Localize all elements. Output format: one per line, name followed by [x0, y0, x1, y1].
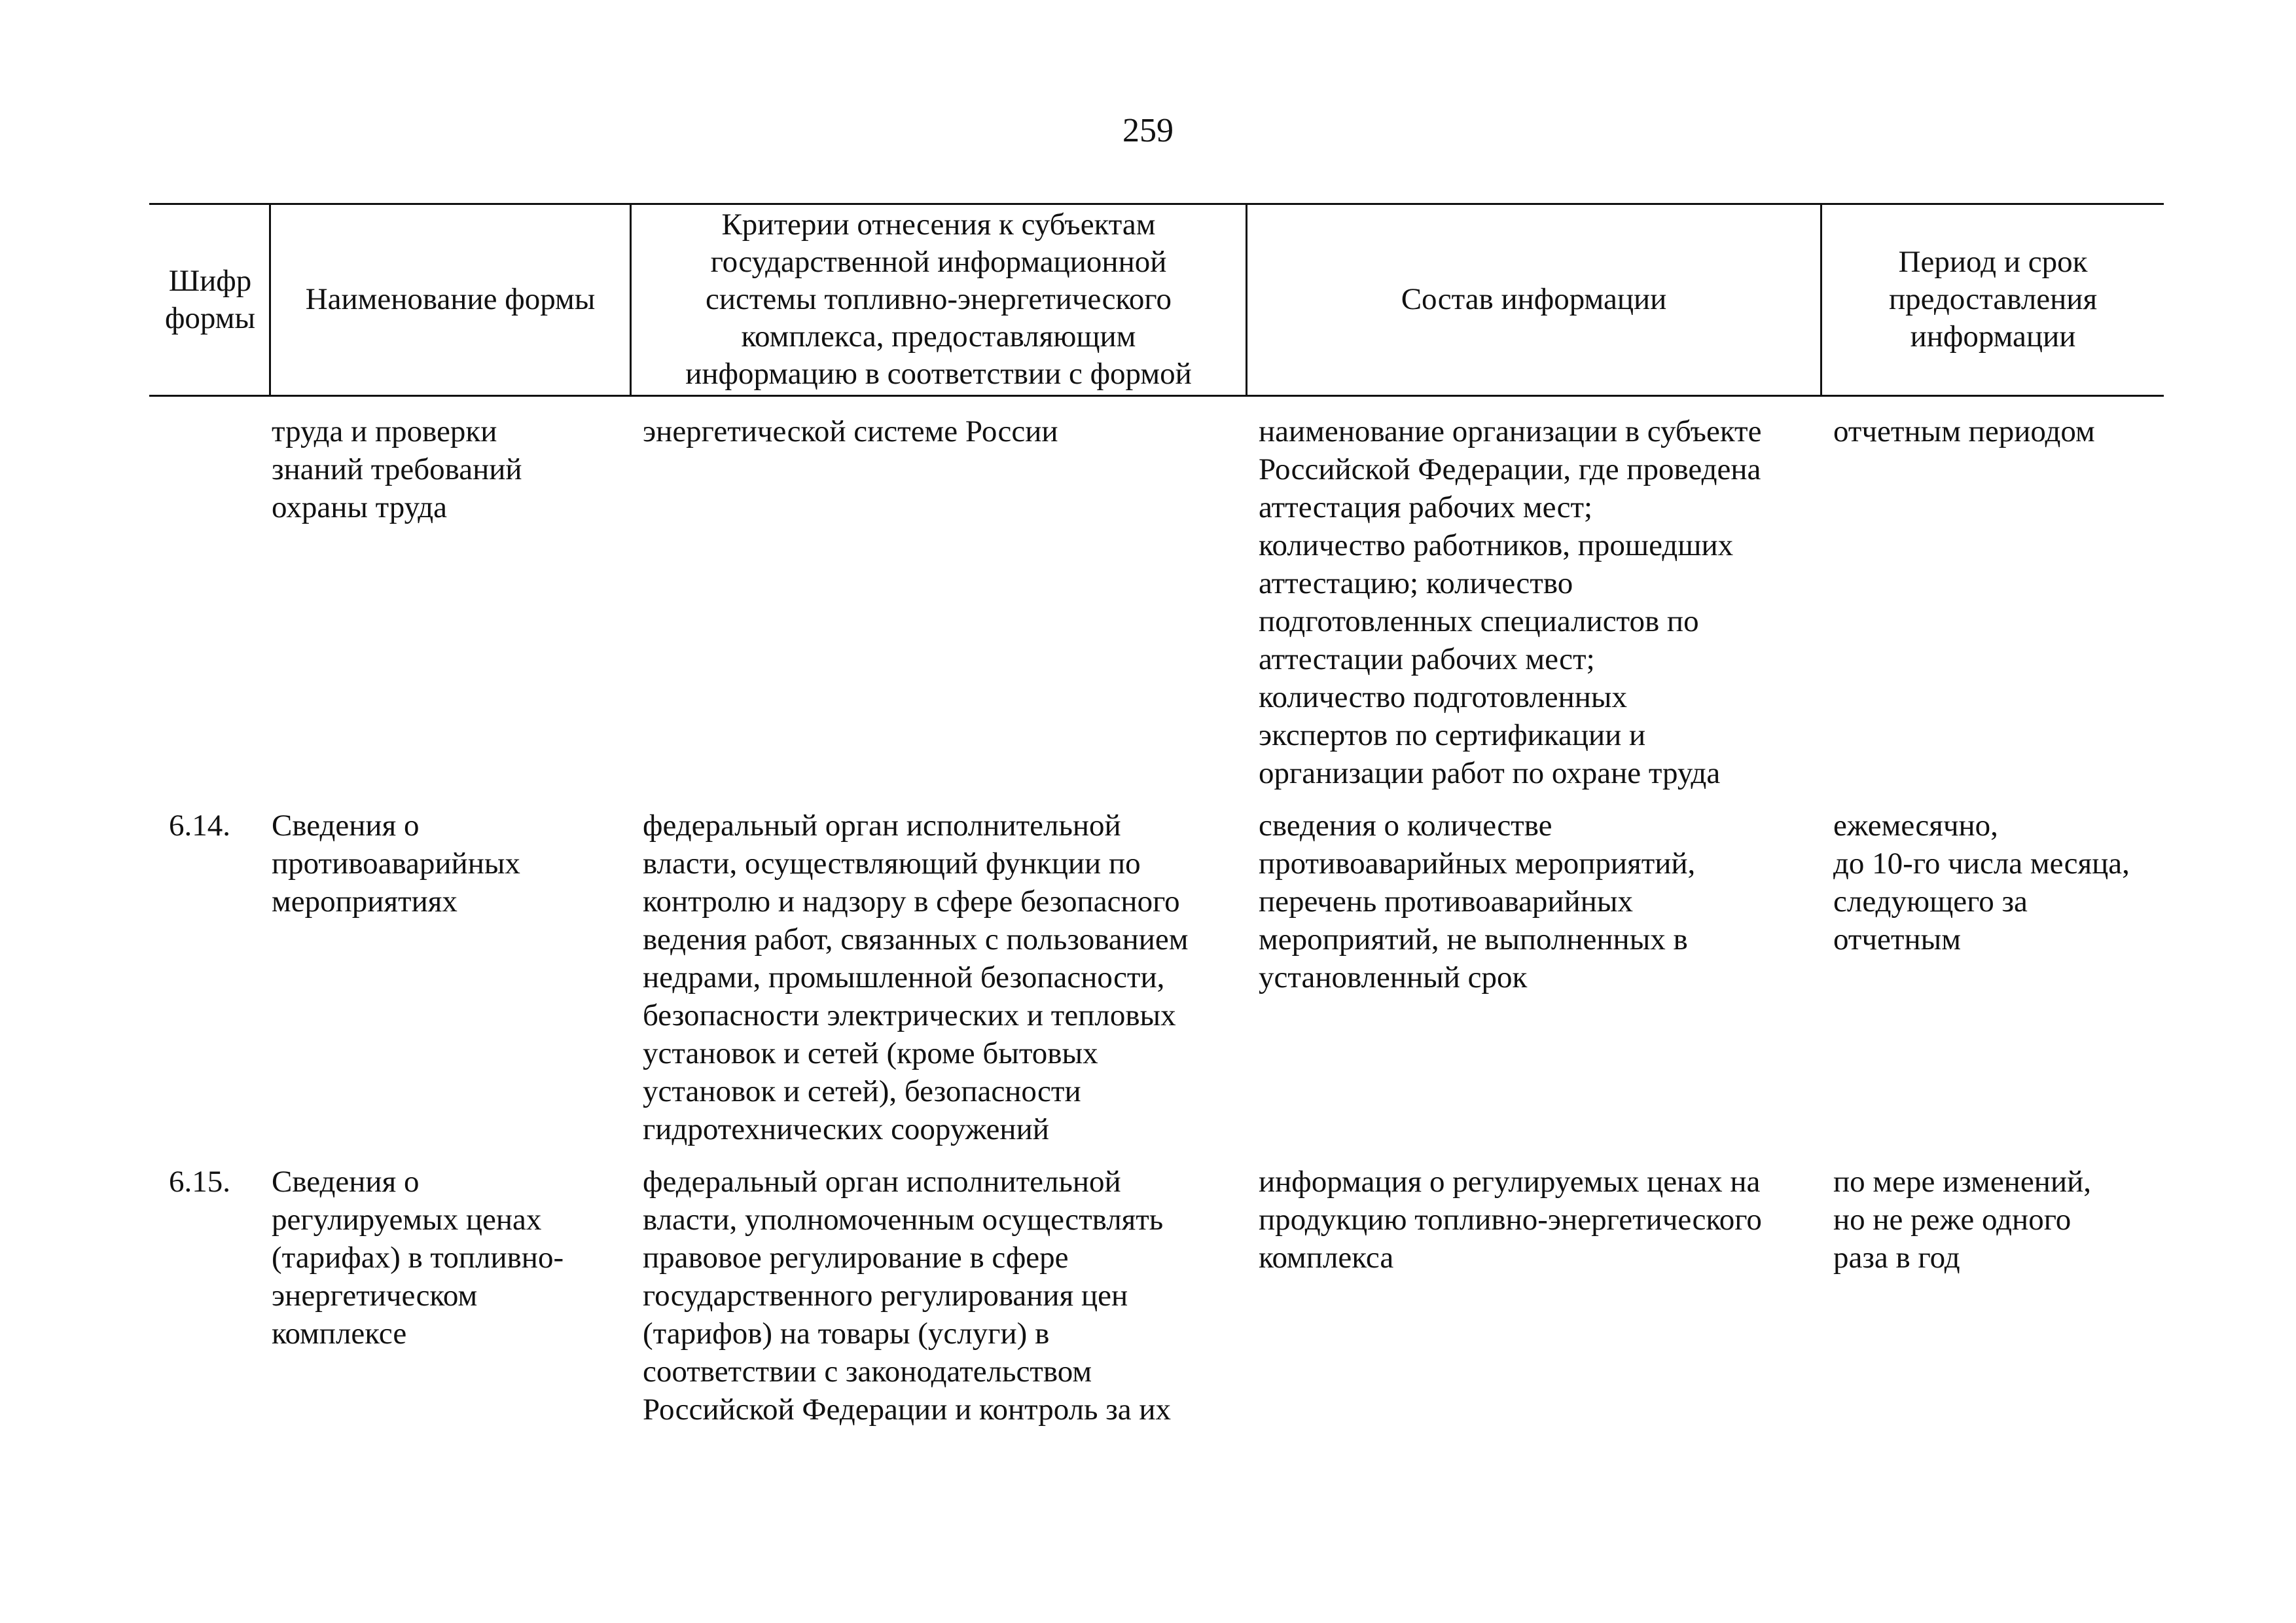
cell-composition: сведения о количестве противоаварийных мероприятий, перечень противоаварийных мероприятий, не выполненных в установленный срок [1259, 809, 1696, 994]
cell-composition: информация о регулируемых ценах на продукцию топливно-энергетического комплекса [1259, 1165, 1762, 1275]
table-body [149, 412, 2164, 1443]
cell-period: ежемесячно, до 10-го числа месяца, следующего за отчетным [1833, 809, 2130, 957]
header-bottom-rule [149, 395, 2164, 397]
cell-criteria: энергетической системе России [643, 414, 1058, 448]
cell-name: Сведения о противоаварийных мероприятиях [272, 809, 520, 919]
cell-criteria: федеральный орган исполнительной власти, осуществляющий функции по контролю и надзору в сфере безопасного ведения работ, связанных с пользованием недрами, промышленной безопасности, безопасности электрических и тепловых установок и сетей (кроме бытовых установок и сетей), безопасности гидротехнических сооружений [643, 809, 1189, 1146]
cell-name: труда и проверки знаний требований охраны труда [272, 414, 522, 524]
table-row [149, 1163, 2164, 1429]
header-criteria: Критерии отнесения к субъектам государственной информационной системы топливно-энергетического комплекса, предоставляющим информацию в соответствии с формой [685, 208, 1192, 391]
cell-criteria: федеральный орган исполнительной власти, уполномоченным осуществлять правовое регулирование в сфере государственного регулирования цен (тарифов) на товары (услуги) в соответствии с законодательством Российской Федерации и контроль за их [643, 1165, 1172, 1427]
header-name: Наименование формы [305, 282, 596, 316]
header-composition: Состав информации [1401, 282, 1667, 316]
cell-composition: наименование организации в субъекте Российской Федерации, где проведена аттестация рабочих мест; количество работников, прошедших аттестацию; количество подготовленных специалистов по аттестации рабочих мест; количество подготовленных экспертов по сертификации и организации работ по охране труда [1259, 414, 1762, 790]
cell-code: 6.14. [169, 809, 230, 843]
cell-code: 6.15. [169, 1165, 230, 1199]
page-number: 259 [1122, 112, 1174, 149]
header-code: Шифр формы [164, 263, 256, 335]
cell-name: Сведения о регулируемых ценах (тарифах) в топливно- энергетическом комплексе [272, 1165, 564, 1351]
cell-period: по мере изменений, но не реже одного раза в год [1833, 1165, 2091, 1275]
table-row [149, 412, 2164, 792]
header-period: Период и срок предоставления информации [1888, 245, 2098, 354]
cell-period: отчетным периодом [1833, 414, 2095, 448]
table-row [149, 807, 2164, 1148]
